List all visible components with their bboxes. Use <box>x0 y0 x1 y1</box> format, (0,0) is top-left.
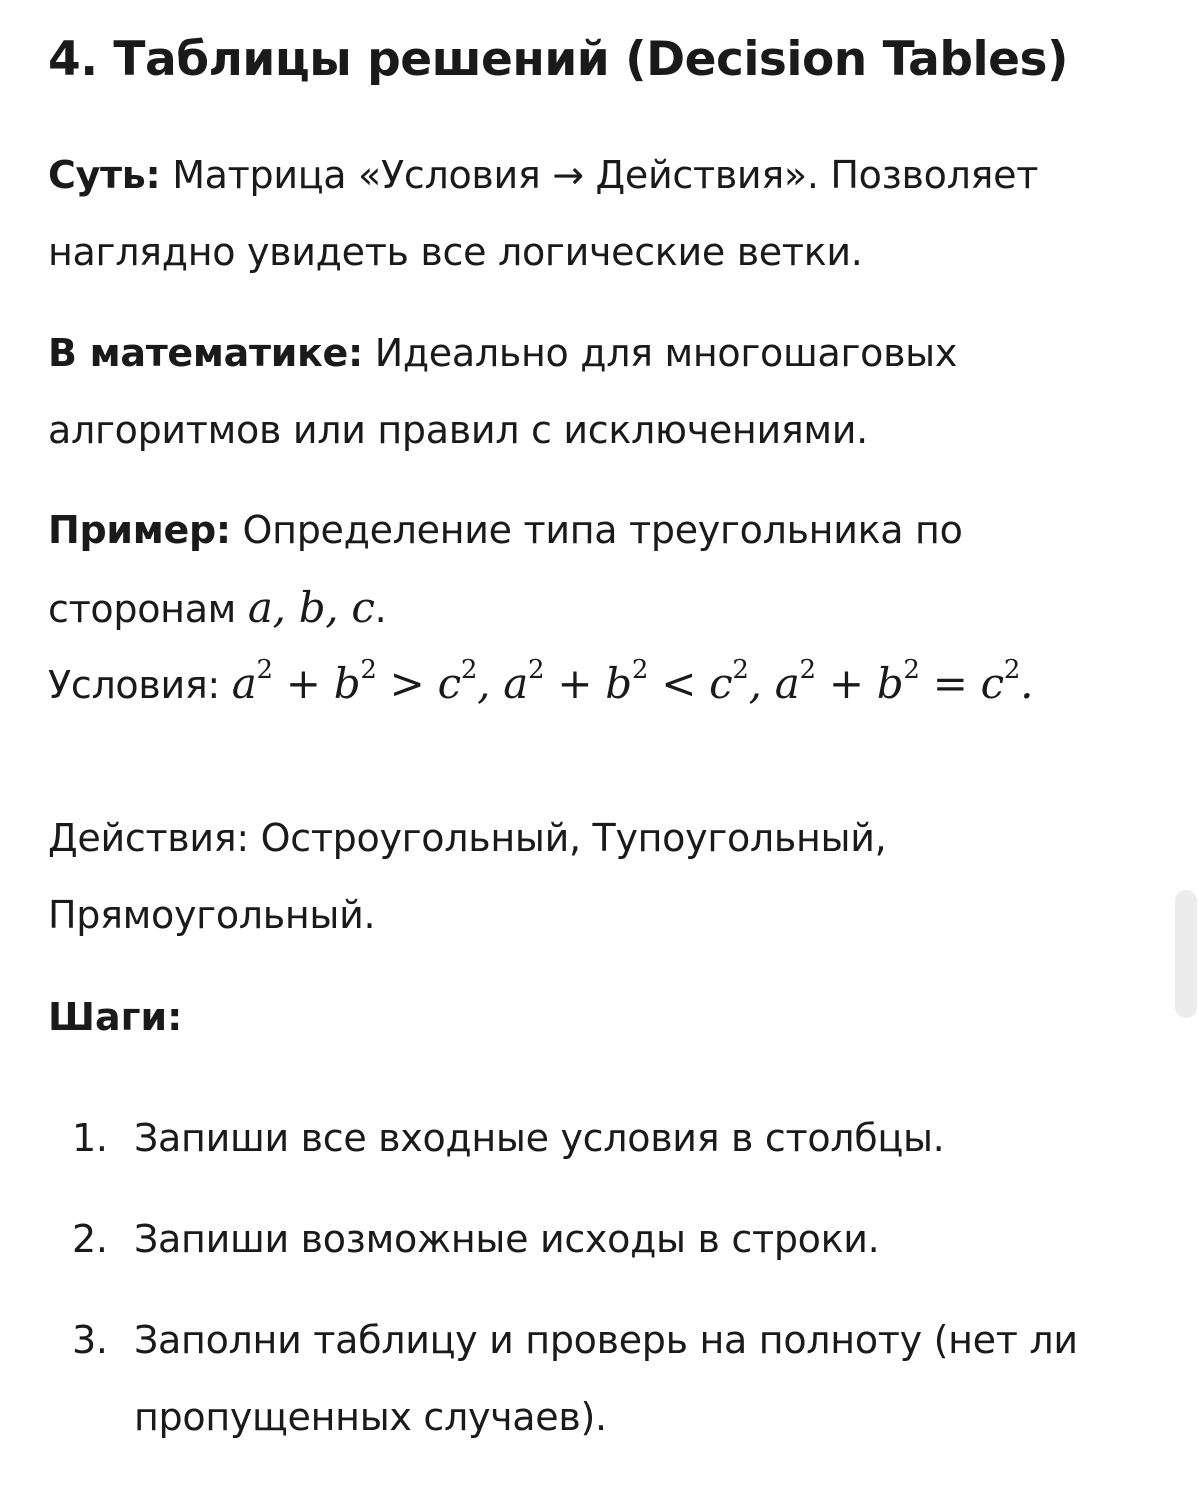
essence-label: Суть: <box>48 153 161 197</box>
list-item-number: 3. <box>72 1318 108 1362</box>
list-item-text: Запиши все входные условия в столбцы. <box>134 1116 945 1160</box>
list-item <box>48 1302 1158 1456</box>
scrollbar-thumb[interactable] <box>1175 890 1197 1018</box>
conditions-paragraph: Условия: $a^2 + b^2 > c^2$, $a^2 + b^2 < c^2$, $a^2 + b^2 = c^2$. <box>48 655 1034 708</box>
steps-list <box>48 1100 1158 1480</box>
example-end: . <box>374 587 387 631</box>
list-item <box>48 1100 1158 1177</box>
list-item-text: Заполни таблицу и проверь на полноту (нет ли пропущенных случаев). <box>134 1318 1078 1439</box>
condition-formula-right: $a^2 + b^2 = c^2$ <box>774 655 1021 708</box>
example-paragraph <box>48 492 1148 648</box>
in-math-paragraph <box>48 315 1148 469</box>
list-item-number: 1. <box>72 1116 108 1160</box>
list-item <box>48 1201 1158 1278</box>
condition-formula-acute: $a^2 + b^2 > c^2$ <box>231 655 478 708</box>
page-title: 4. Таблицы решений (Decision Tables) <box>48 32 1068 87</box>
actions-label: Действия: <box>48 816 249 860</box>
essence-text: Матрица «Условия → Действия». Позволяет наглядно увидеть все логические ветки. <box>48 153 1039 274</box>
essence-paragraph <box>48 137 1148 291</box>
example-text: Определение типа треугольника по сторонам <box>48 508 963 631</box>
example-label: Пример: <box>48 508 231 552</box>
steps-heading: Шаги: <box>48 995 183 1039</box>
actions-text: Остроугольный, Тупоугольный, Прямоугольный. <box>48 816 887 937</box>
example-variables: a, b, c <box>247 583 375 632</box>
list-item-number: 2. <box>72 1217 108 1261</box>
in-math-text: Идеально для многошаговых алгоритмов или правил с исключениями. <box>48 331 958 452</box>
condition-formula-obtuse: $a^2 + b^2 < c^2$ <box>503 655 749 708</box>
list-item-text: Запиши возможные исходы в строки. <box>134 1217 880 1261</box>
conditions-label: Условия: <box>48 663 232 707</box>
in-math-label: В математике: <box>48 331 363 375</box>
actions-paragraph <box>48 800 1148 954</box>
